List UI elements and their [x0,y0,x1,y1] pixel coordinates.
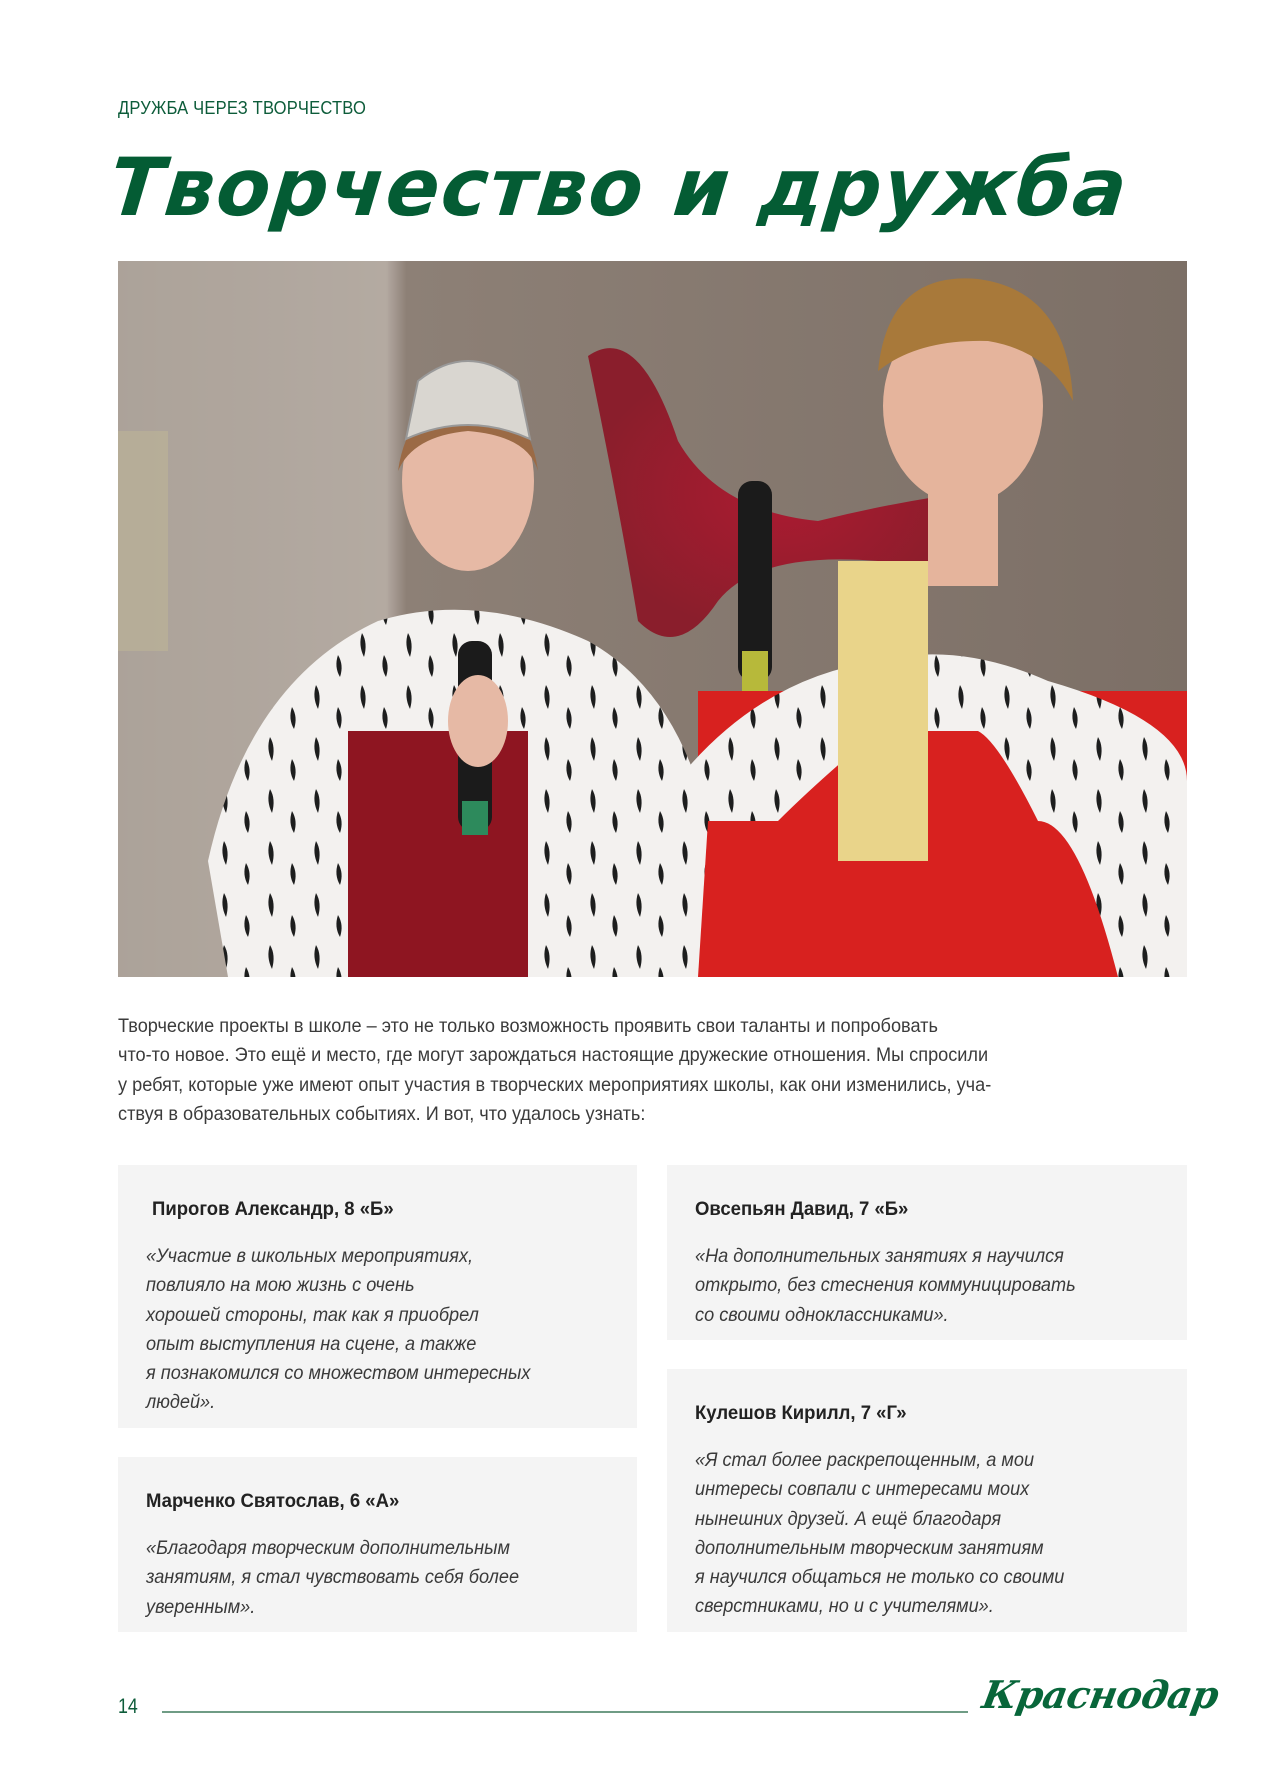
page-number: 14 [118,1695,138,1718]
testimonial-card [118,1165,637,1428]
testimonial-name: Кулешов Кирилл, 7 «Г» [695,1402,907,1424]
intro-paragraph [118,1012,1188,1129]
photo-illustration [118,261,1187,977]
intro-line: что-то новое. Это ещё и место, где могут зарождаться настоящие дружеские отношения. Мы спросили [118,1044,989,1067]
kicker: ДРУЖБА ЧЕРЕЗ ТВОРЧЕСТВО [118,98,367,118]
logo-text: Краснодар [979,1672,1223,1717]
page-title: Творчество и дружба [105,141,1134,234]
testimonial-name: Овсепьян Давид, 7 «Б» [695,1198,909,1220]
intro-line: Творческие проекты в школе – это не только возможность проявить свои таланты и попробовать [118,1015,938,1037]
testimonial-quote: «Благодаря творческим дополнительным занятиям, я стал чувствовать себя более уверенным». [146,1537,520,1618]
testimonial-quote: «На дополнительных занятиях я научился открыто, без стеснения коммуницировать со своими одноклассниками». [695,1245,1076,1326]
testimonial-card [667,1165,1187,1340]
testimonial-quote: «Я стал более раскрепощенным, а мои интересы совпали с интересами моих нынешних друзей. А ещё благодаря дополнительным творческим занятиям я научился общаться не только со своими сверстниками, но и с учителями». [695,1449,1065,1618]
krasnodar-logo [979,1672,1223,1732]
testimonial-name: Пирогов Александр, 8 «Б» [152,1198,394,1220]
testimonial-name: Марченко Святослав, 6 «А» [146,1490,400,1512]
photo [118,261,1187,977]
intro-line: у ребят, которые уже имеют опыт участия в творческих мероприятиях школы, как они изменились, уча- [118,1073,992,1096]
testimonial-card [667,1369,1187,1632]
testimonial-quote: «Участие в школьных мероприятиях, повлияло на мою жизнь с очень хорошей стороны, так как я приобрел опыт выступления на сцене, а также я познакомился со множеством интересных людей». [146,1245,531,1414]
footer-divider [162,1711,968,1713]
intro-line: ствуя в образовательных событиях. И вот, что удалось узнать: [118,1102,646,1125]
testimonial-card [118,1457,637,1632]
